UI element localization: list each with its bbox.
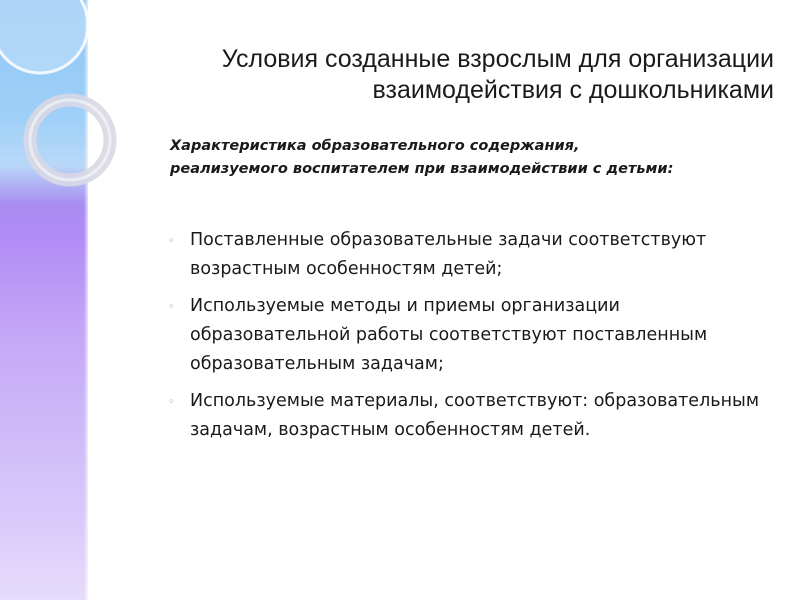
bullet-circle-icon: ◦: [168, 395, 175, 408]
bullet-text: Используемые материалы, соответствуют: образовательным задачам, возрастным особенностям детей.: [190, 391, 760, 440]
slide-title: [154, 44, 774, 106]
subtitle-line-2: реализуемого воспитателем при взаимодействии с детьми:: [170, 161, 674, 177]
slide-title-line-2: взаимодействия с дошкольниками: [372, 76, 774, 104]
subtitle-line-1: Характеристика образовательного содержания,: [170, 138, 580, 154]
bullet-list: [166, 226, 781, 453]
bullet-text: Поставленные образовательные задачи соответствуют возрастным особенностям детей;: [190, 230, 707, 279]
bullet-circle-icon: ◦: [168, 300, 175, 313]
bullet-item: [166, 226, 781, 284]
decorative-circles: [0, 0, 140, 220]
bullet-text: Используемые методы и приемы организации образовательной работы соответствуют поставленным образовательным задачам;: [190, 296, 708, 374]
bullet-circle-icon: ◦: [168, 234, 175, 247]
slide-title-line-1: Условия созданные взрослым для организации: [221, 45, 774, 73]
bullet-item: [166, 387, 781, 445]
slide-subtitle: [170, 135, 770, 181]
bullet-item: [166, 292, 781, 379]
